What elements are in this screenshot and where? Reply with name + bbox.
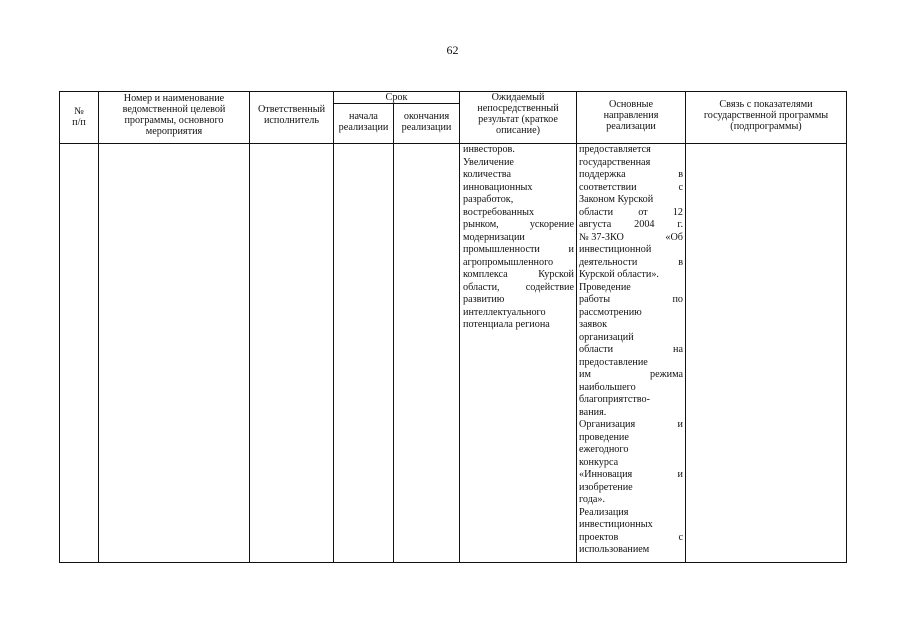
directions-text-line — [579, 144, 683, 157]
directions-text-line — [579, 544, 683, 557]
directions-text-line — [579, 494, 683, 507]
text-word: в — [678, 256, 683, 268]
header-main-directions: Основные направления реализации — [603, 99, 659, 133]
main-directions-cell — [579, 144, 683, 557]
text-word: соответствии — [579, 181, 637, 193]
directions-text-line — [579, 157, 683, 170]
directions-text-line — [579, 207, 683, 220]
result-text-line — [463, 182, 574, 195]
directions-text-line — [579, 419, 683, 432]
header-expected-result: Ожидаемый непосредственный результат (краткое описание) — [477, 92, 559, 137]
directions-text-line — [579, 294, 683, 307]
text-word: предоставляется — [579, 144, 651, 155]
text-word: Курской области». — [579, 269, 659, 280]
text-word: инвестиционной — [579, 244, 652, 255]
text-word: инвесторов. — [463, 144, 515, 155]
text-word: потенциала региона — [463, 319, 550, 330]
text-word: области, — [463, 281, 500, 293]
table-left-border — [59, 91, 60, 563]
text-word: благоприятство- — [579, 394, 651, 405]
expected-result-cell — [463, 144, 574, 332]
text-word: вания. — [579, 406, 607, 418]
directions-text-line — [579, 394, 683, 407]
text-word: Организация — [579, 419, 636, 430]
text-word: с — [678, 181, 683, 193]
directions-text-line — [579, 482, 683, 495]
directions-text-line — [579, 244, 683, 257]
directions-text-line — [579, 169, 683, 182]
result-text-line — [463, 244, 574, 257]
col-divider-end — [459, 91, 460, 563]
result-text-line — [463, 144, 574, 157]
text-word: предоставление — [579, 356, 648, 368]
text-word: августа — [579, 219, 612, 230]
directions-text-line — [579, 232, 683, 245]
text-word: наибольшего — [579, 381, 636, 393]
result-text-line — [463, 194, 574, 207]
header-term-end: окончания реализации — [401, 111, 452, 134]
text-word: им — [579, 369, 591, 380]
text-word: с — [678, 531, 683, 543]
text-word: «Об — [665, 231, 683, 243]
directions-text-line — [579, 469, 683, 482]
term-subheader-divider — [333, 103, 459, 104]
directions-text-line — [579, 319, 683, 332]
text-word: на — [673, 344, 683, 355]
text-word: инвестиционных — [579, 519, 653, 530]
text-word: Реализация — [579, 506, 629, 518]
col-divider-directions — [685, 91, 686, 563]
directions-text-line — [579, 344, 683, 357]
text-word: Увеличение — [463, 156, 514, 168]
directions-text-line — [579, 532, 683, 545]
text-word: «Инновация — [579, 469, 633, 480]
directions-text-line — [579, 269, 683, 282]
directions-text-line — [579, 382, 683, 395]
text-word: инновационных — [463, 181, 533, 193]
text-word: проектов — [579, 531, 619, 543]
col-divider-result — [576, 91, 577, 563]
text-word: промышленности — [463, 244, 540, 255]
header-bottom-border — [59, 143, 847, 144]
text-word: и — [568, 244, 574, 255]
header-num: № п/п — [72, 106, 86, 129]
directions-text-line — [579, 432, 683, 445]
result-text-line — [463, 169, 574, 182]
text-word: заявок — [579, 319, 608, 330]
directions-text-line — [579, 194, 683, 207]
text-word: модернизации — [463, 231, 525, 243]
text-word: деятельности — [579, 256, 638, 268]
text-word: области — [579, 206, 614, 218]
result-text-line — [463, 232, 574, 245]
col-divider-executor — [333, 91, 334, 563]
directions-text-line — [579, 182, 683, 195]
directions-text-line — [579, 307, 683, 320]
text-word: поддержка — [579, 169, 626, 180]
program-table — [59, 91, 847, 563]
header-term: Срок — [385, 92, 408, 103]
header-executor: Ответственный исполнитель — [257, 104, 326, 127]
text-word: работы — [579, 294, 611, 305]
text-word: развитию — [463, 294, 505, 305]
table-right-border — [846, 91, 847, 563]
directions-text-line — [579, 282, 683, 295]
result-text-line — [463, 157, 574, 170]
text-word: и — [677, 419, 683, 430]
result-text-line — [463, 257, 574, 270]
text-word: содействие — [525, 281, 574, 293]
page-number: 62 — [446, 43, 459, 57]
text-word: № 37-ЗКО — [579, 231, 624, 243]
directions-text-line — [579, 444, 683, 457]
directions-text-line — [579, 369, 683, 382]
text-word: организаций — [579, 331, 634, 343]
text-word: области — [579, 344, 614, 355]
text-word: Курской — [538, 269, 574, 280]
directions-text-line — [579, 507, 683, 520]
text-word: агропромышленного — [463, 256, 554, 268]
header-term-start: начала реализации — [338, 111, 389, 134]
table-bottom-border — [59, 562, 847, 563]
directions-text-line — [579, 219, 683, 232]
text-word: и — [677, 469, 683, 480]
directions-text-line — [579, 332, 683, 345]
text-word: 12 — [672, 206, 683, 218]
result-text-line — [463, 207, 574, 220]
directions-text-line — [579, 407, 683, 420]
text-word: от — [638, 206, 648, 218]
text-word: интеллектуального — [463, 306, 546, 318]
result-text-line — [463, 219, 574, 232]
directions-text-line — [579, 357, 683, 370]
text-word: Проведение — [579, 281, 631, 293]
result-text-line — [463, 319, 574, 332]
text-word: проведение — [579, 431, 629, 443]
text-word: использованием — [579, 544, 650, 555]
text-word: в — [678, 169, 683, 180]
text-word: года». — [579, 494, 606, 505]
text-word: 2004 — [634, 219, 655, 230]
text-word: востребованных — [463, 206, 535, 218]
col-divider-name — [249, 91, 250, 563]
header-indicator-link: Связь с показателями государственной программы (подпрограммы) — [703, 99, 829, 133]
directions-text-line — [579, 519, 683, 532]
text-word: Законом Курской — [579, 194, 654, 205]
result-text-line — [463, 307, 574, 320]
text-word: г. — [677, 219, 683, 230]
text-word: ежегодного — [579, 444, 629, 455]
text-word: количества — [463, 169, 511, 180]
text-word: рассмотрению — [579, 306, 642, 318]
directions-text-line — [579, 257, 683, 270]
result-text-line — [463, 282, 574, 295]
result-text-line — [463, 294, 574, 307]
header-program-name: Номер и наименование ведомственной целевой программы, основного мероприятия — [122, 93, 226, 138]
text-word: по — [672, 294, 683, 305]
text-word: государственная — [579, 156, 651, 168]
text-word: разработок, — [463, 194, 514, 205]
text-word: режима — [649, 369, 683, 380]
text-word: конкурса — [579, 456, 619, 468]
col-divider-num — [98, 91, 99, 563]
text-word: комплекса — [463, 269, 508, 280]
directions-text-line — [579, 457, 683, 470]
col-divider-start — [393, 103, 394, 563]
text-word: рынком, — [463, 219, 499, 230]
result-text-line — [463, 269, 574, 282]
text-word: ускорение — [529, 219, 574, 230]
text-word: изобретение — [579, 481, 633, 493]
